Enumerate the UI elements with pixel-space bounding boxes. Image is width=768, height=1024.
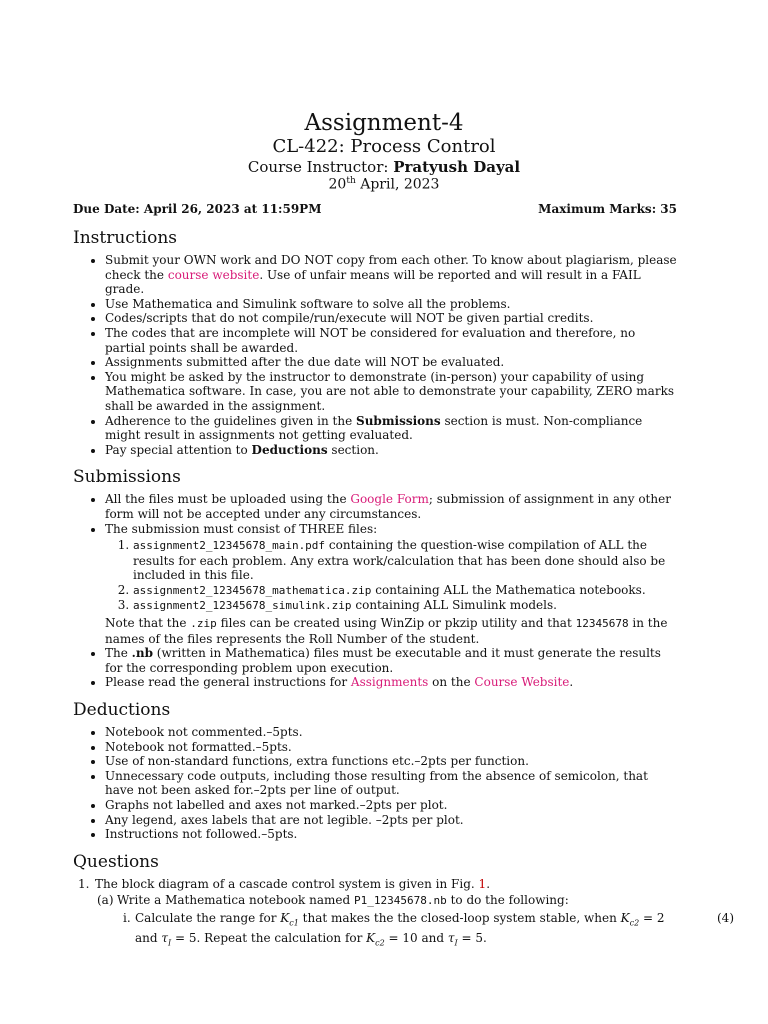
list-item: • Assignments submitted after the due date will NOT be evaluated.: [105, 355, 677, 370]
text: that makes the the closed-loop system stable, when: [302, 910, 617, 925]
text: The submission must consist of THREE files:: [105, 521, 378, 536]
text: All the files must be uploaded using the: [105, 492, 347, 507]
text: Calculate the range for: [135, 910, 277, 925]
text: to do the following:: [450, 893, 569, 908]
file-item: [133, 583, 677, 599]
text: Submit your OWN work and DO NOT copy from each other. To know about plagiarism, please check the: [105, 253, 677, 282]
list-item: [105, 675, 677, 690]
list-item: [105, 492, 677, 521]
text: on the: [432, 675, 471, 690]
date-suffix: th: [346, 176, 356, 186]
deductions-heading: Deductions: [73, 700, 171, 721]
text: ; submission of assignment in any other form will not be accepted under any circumstances.: [105, 492, 671, 521]
text: files can be created using WinZip or pkzip utility and that: [220, 616, 572, 631]
file-name: assignment2_12345678_main.pdf: [133, 539, 326, 553]
assignments-link[interactable]: Assignments: [350, 675, 429, 690]
text: = 5. Repeat the calculation for: [175, 930, 363, 945]
question-number: (a): [97, 893, 114, 908]
text: = 10 and: [388, 930, 445, 945]
course-website-link[interactable]: Course Website: [474, 675, 570, 690]
instructions-section: [73, 228, 677, 457]
file-name: assignment2_12345678_mathematica.zip: [133, 583, 372, 597]
instructions-heading: Instructions: [73, 228, 177, 248]
question-1a: [73, 893, 677, 909]
instructor-name: Pratyush Dayal: [393, 158, 521, 176]
list-item: • Use Mathematica and Simulink software to solve all the problems.: [105, 297, 677, 312]
text: .: [569, 675, 574, 690]
course-website-link[interactable]: course website: [167, 267, 260, 282]
text: Note that the: [105, 616, 187, 631]
text: containing ALL Simulink models.: [355, 598, 557, 613]
list-item: [105, 414, 677, 443]
question-number: 1.: [78, 876, 90, 891]
text: containing ALL the Mathematica notebooks.: [375, 582, 646, 597]
date-rest: April, 2023: [360, 176, 440, 193]
submissions-heading: Submissions: [73, 467, 181, 488]
instructor-line: [0, 158, 768, 176]
text: The: [105, 646, 128, 661]
deductions-list: [73, 725, 677, 842]
list-item: • Unnecessary code outputs, including those resulting from the absence of semicolon, that have not been asked for.–2pts per line of output.: [105, 769, 677, 798]
instructor-label: Course Instructor:: [247, 158, 389, 176]
course-title: CL-422: Process Control: [272, 136, 496, 157]
google-form-link[interactable]: Google Form: [350, 492, 429, 507]
questions-heading: Questions: [73, 851, 159, 872]
date-day: 20: [328, 176, 347, 193]
math-kc2: $K_{c2}$: [366, 930, 385, 948]
list-item: [105, 253, 677, 297]
files-list: [105, 538, 677, 614]
list-item: • Notebook not commented.–5pts.: [105, 725, 677, 740]
file-item: [133, 598, 677, 614]
document-title: Assignment-4: [304, 110, 464, 136]
list-item: • Graphs not labelled and axes not marked.–2pts per plot.: [105, 798, 677, 813]
text: section.: [331, 442, 379, 457]
list-item: • Any legend, axes labels that are not legible. –2pts per plot.: [105, 813, 677, 828]
code-text: .zip: [190, 617, 217, 631]
math-tau-i: $\tau_I$: [161, 930, 172, 948]
submissions-section: [73, 467, 677, 690]
question-1: [73, 877, 677, 892]
figure-ref-link[interactable]: 1: [478, 876, 487, 891]
bold-text: Deductions: [251, 442, 328, 457]
questions-section: [73, 851, 734, 951]
max-marks: Maximum Marks: 35: [538, 202, 677, 216]
list-item: • Notebook not formatted.–5pts.: [105, 740, 677, 755]
bold-text: Submissions: [356, 413, 441, 428]
instructions-list: [73, 253, 677, 457]
zip-note: [105, 616, 677, 646]
question-number: i.: [123, 910, 131, 925]
list-item: [105, 443, 677, 458]
due-date: Due Date: April 26, 2023 at 11:59PM: [73, 202, 322, 216]
meta-row: [73, 202, 677, 216]
list-item: [105, 522, 677, 647]
math-tau-i: $\tau_I$: [447, 930, 458, 948]
list-item: • Use of non-standard functions, extra functions etc.–2pts per function.: [105, 754, 677, 769]
text: containing the question-wise compilation of ALL the results for each problem. Any extra work/calculation that has been done should also be included in this file.: [133, 538, 666, 583]
bold-text: .nb: [131, 646, 153, 661]
submissions-list: [73, 492, 677, 690]
text: in the names of the files represents the Roll Number of the student.: [105, 616, 668, 646]
list-item: • Codes/scripts that do not compile/run/execute will NOT be given partial credits.: [105, 311, 677, 326]
math-kc1: $K_{c1}$: [280, 910, 299, 928]
text: = 5.: [461, 930, 487, 945]
text: Please read the general instructions for: [105, 675, 348, 690]
file-item: [133, 538, 677, 583]
document-date: [0, 176, 768, 193]
list-item: • The codes that are incomplete will NOT be considered for evaluation and therefore, no partial points shall be awarded.: [105, 326, 677, 355]
text: . Use of unfair means will be reported and will result in a FAIL grade.: [105, 267, 641, 297]
list-item: • Instructions not followed.–5pts.: [105, 827, 677, 842]
list-item: • You might be asked by the instructor to demonstrate (in-person) your capability of using Mathematica software. In case, you are not able to demonstrate your capability, ZERO marks shall be awarded in the assignment.: [105, 370, 677, 414]
text: .: [486, 876, 491, 891]
text: = 2 and: [135, 910, 665, 945]
text: Write a Mathematica notebook named: [117, 893, 351, 908]
text: Adherence to the guidelines given in the: [105, 413, 353, 428]
list-item: [105, 646, 677, 675]
text: The block diagram of a cascade control system is given in Fig.: [95, 876, 475, 891]
text: (written in Mathematica) files must be executable and it must generate the results for the corresponding problem upon execution.: [105, 646, 661, 675]
question-1a-i: [73, 910, 734, 951]
math-kc2: $K_{c2}$: [620, 910, 640, 928]
code-text: 12345678: [575, 617, 629, 631]
file-name: assignment2_12345678_simulink.zip: [133, 599, 352, 613]
question-marks: (4): [717, 910, 734, 925]
text: Pay special attention to: [105, 442, 248, 457]
text: section is must. Non-compliance might result in assignments not getting evaluated.: [105, 413, 643, 443]
deductions-section: [73, 700, 677, 842]
document-body: [73, 228, 734, 961]
code-text: P1_12345678.nb: [354, 894, 447, 908]
